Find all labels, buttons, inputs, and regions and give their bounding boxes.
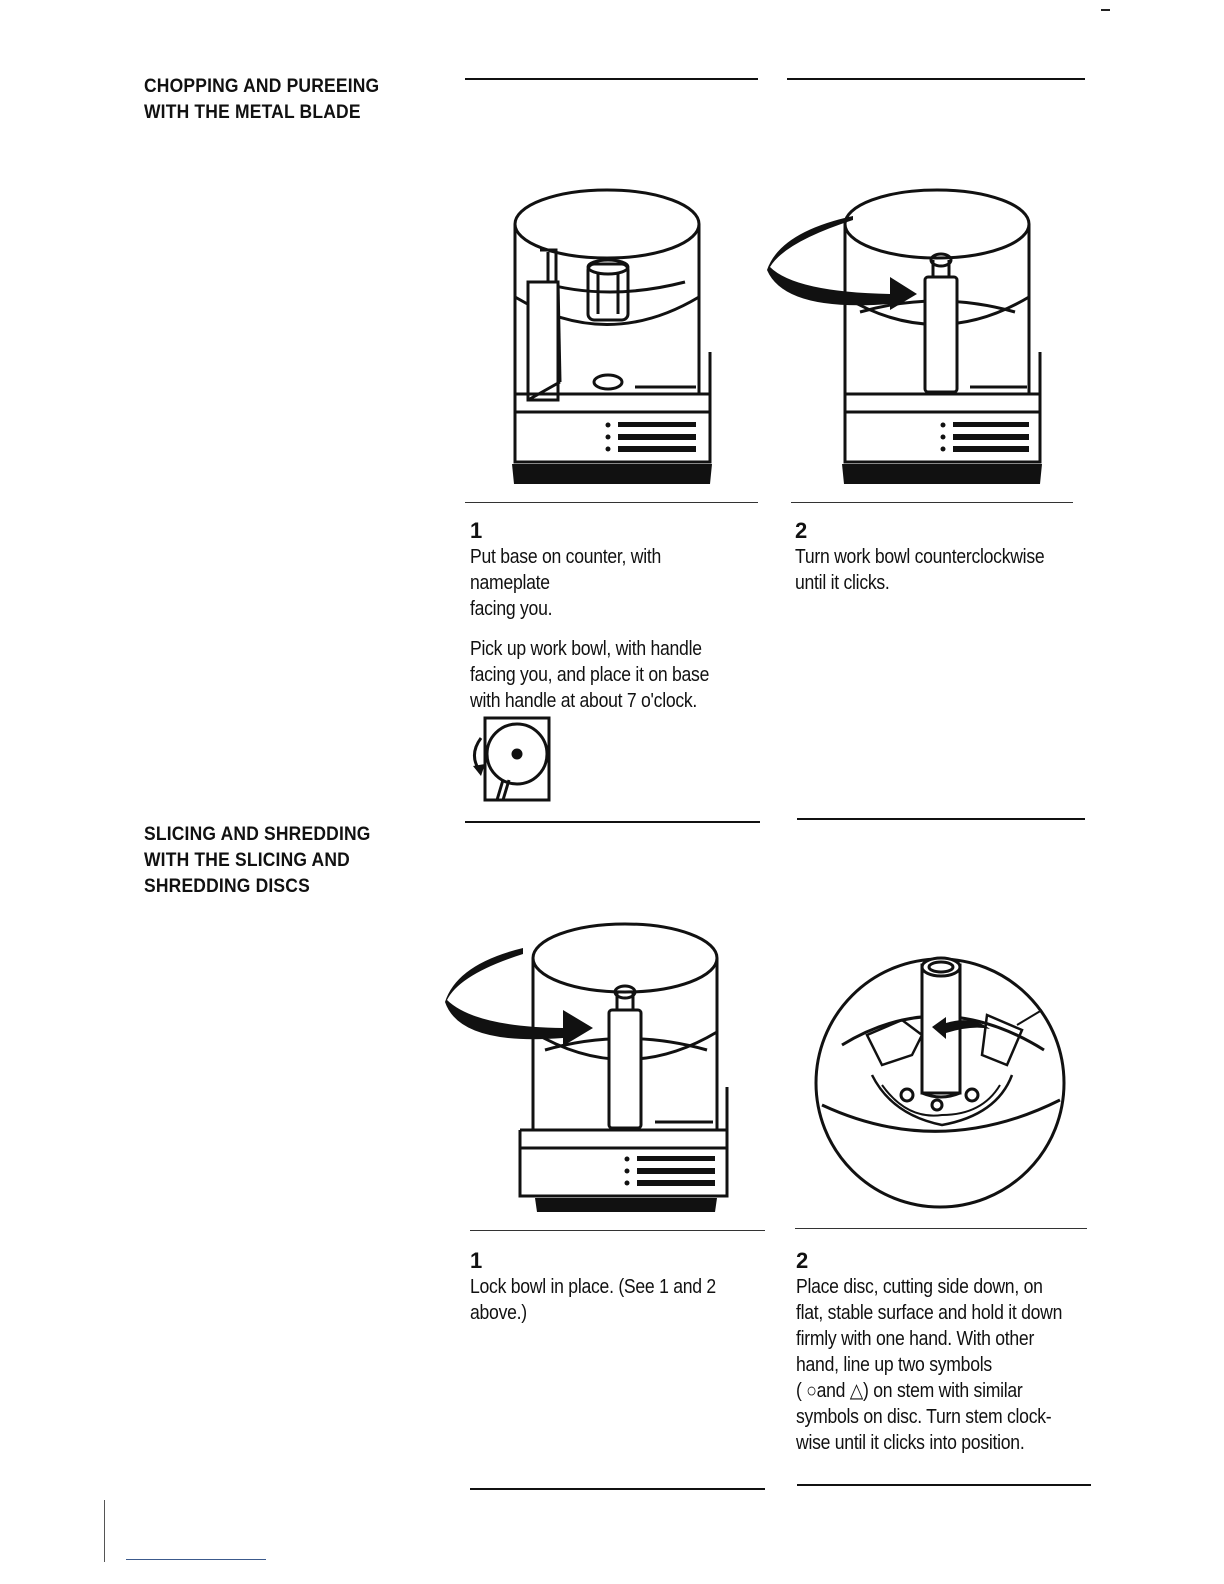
corner-mark (1101, 9, 1110, 11)
section-heading-chopping (144, 74, 379, 126)
step-paragraph: Place disc, cutting side down, on flat, stable surface and hold it down firmly with one hand. With other hand, line up two symbols ( ○and △) on stem with similar symbols on disc. Turn stem clock- wise until it clicks into position. (796, 1276, 1063, 1454)
top-rule-right (787, 78, 1085, 80)
footer-rule (126, 1559, 266, 1560)
mid-rule-right (797, 818, 1085, 820)
top-rule-left (465, 78, 758, 80)
step-paragraph: Put base on counter, with nameplate facing you. (470, 546, 662, 620)
step-number: 1 (470, 518, 483, 543)
bottom-rule-left (470, 1488, 765, 1490)
step-slicing-1 (470, 1248, 770, 1340)
heading-line: CHOPPING AND PUREEING (144, 76, 380, 97)
step-number: 1 (470, 1248, 483, 1273)
section-heading-slicing (144, 822, 371, 900)
step-slicing-2 (796, 1248, 1116, 1470)
caption-rule-right (791, 502, 1073, 503)
heading-line: WITH THE SLICING AND (144, 850, 350, 871)
heading-line: SLICING AND SHREDDING (144, 824, 371, 845)
step-paragraph: Pick up work bowl, with handle facing you, and place it on base with handle at about 7 o'clock. (470, 638, 710, 712)
food-processor-turn-bowl-icon (765, 182, 1055, 488)
step-number: 2 (796, 1248, 809, 1273)
margin-line (104, 1500, 105, 1562)
bottom-rule-right (797, 1484, 1091, 1486)
caption-rule-left-2 (470, 1230, 765, 1231)
heading-line: SHREDDING DISCS (144, 876, 310, 897)
step-paragraph: Lock bowl in place. (See 1 and 2 above.) (470, 1276, 716, 1324)
disc-and-stem-icon (812, 955, 1072, 1217)
caption-rule-right-2 (795, 1228, 1087, 1229)
step-number: 2 (795, 518, 808, 543)
step-paragraph: Turn work bowl counterclockwise until it clicks. (795, 546, 1045, 594)
step-chopping-2 (795, 518, 1095, 610)
heading-line: WITH THE METAL BLADE (144, 102, 361, 123)
food-processor-lock-bowl-icon (445, 912, 735, 1218)
food-processor-bowl-on-base-icon (500, 182, 730, 488)
caption-rule-left (465, 502, 758, 503)
step-chopping-1 (470, 518, 770, 728)
mid-rule-left (465, 821, 760, 823)
